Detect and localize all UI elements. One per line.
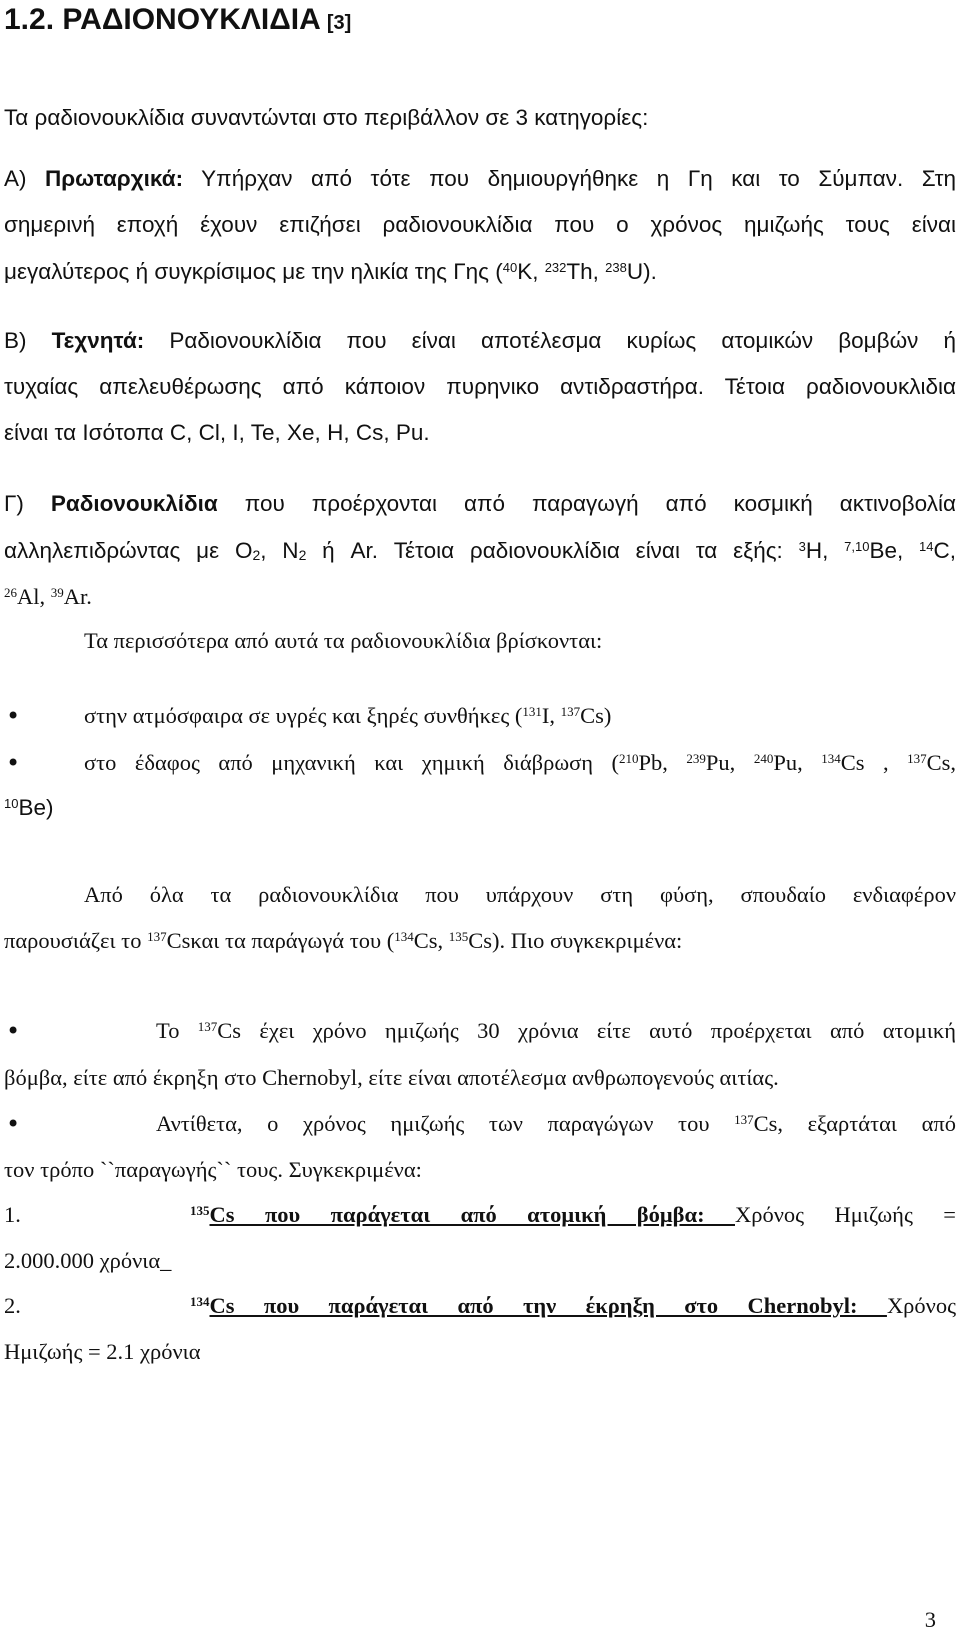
bullet-icon: • — [6, 702, 21, 730]
isotope-mass: 137 — [560, 703, 581, 719]
isotope-element: Pu, — [773, 750, 822, 775]
section-b-label: Τεχνητά: — [51, 328, 145, 353]
subscript: 2 — [298, 547, 307, 564]
section-b-text-1: Ραδιονουκλίδια που είναι αποτέλεσμα κυρίως ατομικών βομβών ή — [169, 328, 956, 353]
section-c-text-rest: ή Ar. Τέτοια ραδιονουκλίδια είναι τα εξής: — [306, 538, 799, 563]
isotope-mass: 26 — [4, 584, 17, 600]
section-a-text-1: Υπήρχαν από τότε που δημιουργήθηκε η Γη και το Σύμπαν. Στη — [201, 166, 956, 191]
point-1-text-a: Το — [156, 1018, 198, 1043]
section-a-line-3 — [4, 257, 956, 287]
heading-reference: [3] — [326, 12, 352, 34]
isotope-mass: 14 — [919, 538, 934, 554]
interest-line-1: Από όλα τα ραδιονουκλίδια που υπάρχουν στη φύση, σπουδαίο ενδιαφέρον — [84, 882, 956, 907]
section-heading — [4, 2, 351, 41]
isotope-element: Al, — [17, 584, 51, 609]
section-a-label: Πρωταρχικά: — [45, 166, 184, 191]
item-1-line-2: 2.000.000 χρόνια_ — [4, 1248, 172, 1273]
isotope-element: Be) — [18, 795, 54, 820]
bullet-1-line — [4, 701, 956, 731]
page-number: 3 — [924, 1607, 936, 1632]
isotope-mass: 3 — [798, 538, 806, 554]
item-2-number: 2. — [4, 1293, 21, 1318]
isotope-element: Cs, — [926, 750, 956, 775]
isotope-mass: 239 — [686, 750, 706, 766]
section-c-label: Ραδιονουκλίδια — [50, 491, 218, 516]
section-b-line-1 — [4, 326, 956, 356]
isotope-mass: 40 — [502, 259, 518, 275]
section-c-text-n: , N — [260, 538, 299, 563]
found-line: Τα περισσότερα από αυτά τα ραδιονουκλίδια βρίσκονται: — [84, 628, 603, 653]
isotope-element: Ar. — [63, 584, 92, 609]
point-1-line-1 — [4, 1016, 956, 1046]
isotope-mass: 134 — [394, 928, 414, 944]
item-1-line-1 — [4, 1200, 956, 1230]
isotope-element: Th, — [566, 259, 606, 284]
bullet-2-text: στο έδαφος από μηχανική και χημική διάβρωση ( — [84, 750, 620, 775]
isotope-mass: 210 — [619, 750, 639, 766]
bullet-2-line — [4, 748, 956, 778]
intro-line: Τα ραδιονουκλίδια συναντώνται στο περιβάλλον σε 3 κατηγορίες: — [4, 105, 649, 130]
section-b-line-2: τυχαίας απελευθέρωσης από κάποιον πυρηνικο αντιδραστήρα. Τέτοια ραδιονουκλιδια — [4, 374, 956, 399]
section-c-text-1: που προέρχονται από παραγωγή από κοσμική ακτινοβολία — [244, 491, 956, 516]
isotope-mass: 134 — [821, 750, 841, 766]
heading-title: 1.2. ΡΑΔΙΟΝΟΥΚΛΙΔΙΑ — [4, 3, 321, 36]
section-b-prefix: Β) — [4, 328, 27, 353]
isotope-mass: 240 — [753, 750, 774, 766]
section-c-text-2: αλληλεπιδρώντας με O — [4, 538, 253, 563]
bullet-2-line-2 — [4, 793, 956, 823]
isotope-mass: 137 — [197, 1018, 218, 1034]
isotope-element: U). — [626, 259, 657, 284]
isotope-mass: 232 — [544, 259, 567, 275]
bullet-1-text: στην ατμόσφαιρα σε υγρές και ξηρές συνθήκες ( — [84, 703, 523, 728]
isotope-mass: 137 — [147, 928, 167, 944]
isotope-mass: 238 — [605, 259, 627, 275]
isotope-mass: 135 — [190, 1202, 210, 1218]
isotope-element: Cs) — [580, 703, 612, 728]
item-2-emphasis: Cs που παράγεται από την έκρηξη στο Chernobyl: — [209, 1293, 887, 1318]
isotope-element: Cs, — [413, 928, 449, 953]
section-c-prefix: Γ) — [4, 491, 24, 516]
isotope-element: K, — [517, 259, 545, 284]
section-b-line-3: είναι τα Ισότοπα C, Cl, I, Te, Xe, H, Cs, Pu. — [4, 420, 430, 445]
isotope-mass: 10 — [4, 795, 19, 811]
isotope-element: Cs). Πιο συγκεκριμένα: — [468, 928, 683, 953]
item-1-rest: Χρόνος Ημιζωής = — [735, 1202, 956, 1227]
subscript: 2 — [252, 547, 261, 564]
item-2-line-2: Ημιζωής = 2.1 χρόνια — [4, 1339, 201, 1364]
point-1-line-2: βόμβα, είτε από έκρηξη στο Chernobyl, είτε είναι αποτέλεσμα ανθρωπογενούς αιτίας. — [4, 1065, 779, 1090]
point-1-text-b: Cs έχει χρόνο ημιζωής 30 χρόνια είτε αυτό προέρχεται από ατομική — [217, 1018, 956, 1043]
isotope-mass: 7,10 — [844, 538, 870, 554]
isotope-element: Pb, — [638, 750, 687, 775]
item-2-line-1 — [4, 1291, 956, 1321]
isotope-element: C, — [933, 538, 956, 563]
isotope-mass: 137 — [907, 750, 927, 766]
bullet-icon: • — [6, 749, 21, 777]
point-2-text-b: Cs, εξαρτάται από — [753, 1111, 956, 1136]
point-2-line-2: τον τρόπο ``παραγωγής`` τους. Συγκεκριμένα: — [4, 1157, 422, 1182]
isotope-element: Pu, — [705, 750, 754, 775]
isotope-mass: 39 — [50, 584, 64, 600]
section-a-line-1 — [4, 164, 956, 194]
isotope-element: H, — [805, 538, 845, 563]
isotope-mass: 137 — [734, 1111, 754, 1127]
section-a-prefix: Α) — [4, 166, 27, 191]
item-1-emphasis: Cs που παράγεται από ατομική βόμβα: — [209, 1202, 735, 1227]
section-c-line-2 — [4, 536, 956, 566]
interest-text-b: Csκαι τα παράγωγά του ( — [166, 928, 395, 953]
section-c-line-1 — [4, 489, 956, 519]
bullet-icon: • — [6, 1110, 21, 1138]
section-c-line-3 — [4, 582, 956, 612]
item-1-number: 1. — [4, 1202, 21, 1227]
isotope-mass: 134 — [190, 1293, 210, 1309]
isotope-element: Be, — [869, 538, 920, 563]
section-a-text-3: μεγαλύτερος ή συγκρίσιμος με την ηλικία της Γης ( — [4, 259, 503, 284]
item-2-rest: Χρόνος — [886, 1293, 956, 1318]
isotope-mass: 135 — [448, 928, 469, 944]
point-2-line-1 — [4, 1109, 956, 1139]
isotope-element: Cs , — [840, 750, 908, 775]
interest-line-2 — [4, 926, 956, 956]
isotope-element: I, — [541, 703, 561, 728]
isotope-mass: 131 — [522, 703, 542, 719]
point-2-text-a: Αντίθετα, ο χρόνος ημιζωής των παραγώγων του — [156, 1111, 735, 1136]
section-a-line-2: σημερινή εποχή έχουν επιζήσει ραδιονουκλίδια που ο χρόνος ημιζωής τους είναι — [4, 212, 956, 237]
bullet-icon: • — [6, 1017, 21, 1045]
interest-text-a: παρουσιάζει το — [4, 928, 148, 953]
